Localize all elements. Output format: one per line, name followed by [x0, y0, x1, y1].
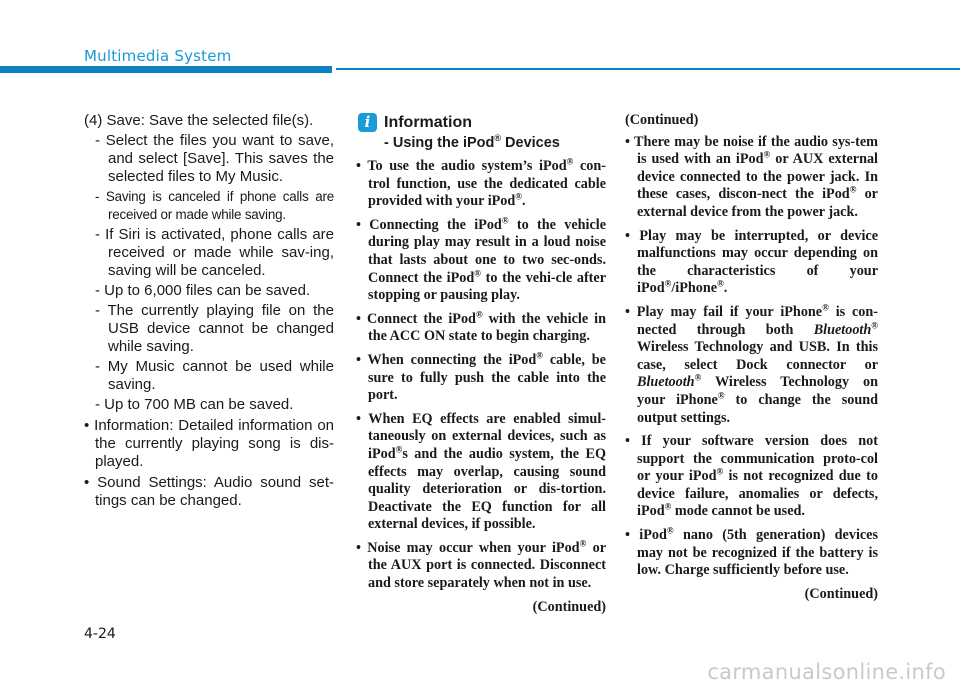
save-item-select: - Select the files you want to save, and select [Save]. This saves the selected files to My Music.	[95, 132, 334, 185]
info-subtitle: - Using the iPod® Devices	[384, 133, 560, 151]
continued-bottom-label: (Continued)	[804, 585, 878, 602]
bullet-sound-settings: • Sound Settings: Audio sound set-tings can be changed.	[84, 474, 334, 509]
save-item-limit-size: - Up to 700 MB can be saved.	[95, 396, 294, 413]
save-item-phone-calls: - Saving is canceled if phone calls are received or made while saving.	[95, 189, 334, 222]
save-item-usb: - The currently playing file on the USB device cannot be changed while saving.	[95, 302, 334, 355]
note-power-jack: • There may be noise if the audio sys-tem is used with an iPod® or AUX external device connected to the power jack. In these cases, discon-nect the iPod® or external device from the power jack.	[625, 133, 878, 220]
page-number: 4-24	[84, 626, 116, 642]
note-aux-noise: • Noise may occur when your iPod® or the AUX port is connected. Disconnect and store separately when not in use.	[356, 538, 606, 592]
header-rule-thin	[336, 68, 960, 70]
watermark: carmanualsonline.info	[707, 660, 946, 684]
save-item-my-music: - My Music cannot be used while saving.	[95, 358, 334, 393]
note-dedicated-cable: • To use the audio system’s iPod® con-trol function, use the dedicated cable provided with your iPod®.	[356, 156, 606, 210]
column-right	[625, 112, 878, 603]
save-heading: (4) Save: Save the selected file(s).	[84, 112, 314, 129]
column-middle	[356, 112, 606, 616]
info-icon: i	[358, 113, 377, 132]
info-header	[356, 112, 606, 152]
note-loud-noise: • Connecting the iPod® to the vehicle during play may result in a loud noise that lasts about one to two sec-onds. Connect the iPod® to the vehi-cle after stopping or pausing play.	[356, 215, 606, 304]
note-push-cable: • When connecting the iPod® cable, be sure to fully push the cable into the port.	[356, 350, 606, 404]
note-play-interrupted: • Play may be interrupted, or device malfunctions may occur depending on the characteristics of your iPod®/iPhone®.	[625, 227, 878, 297]
note-software-version: • If your software version does not support the communication proto-col or your iPod® is not recognized due to device failure, anomalies or defects, iPod® mode cannot be used.	[625, 433, 878, 520]
save-item-limit-files: - Up to 6,000 files can be saved.	[95, 282, 311, 299]
continued-label: (Continued)	[532, 598, 606, 615]
note-nano-battery: • iPod® nano (5th generation) devices may not be recognized if the battery is low. Charge sufficiently before use.	[625, 525, 878, 579]
save-item-siri: - If Siri is activated, phone calls are received or made while sav-ing, saving will be canceled.	[95, 226, 334, 279]
note-charging: • Connect the iPod® with the vehicle in the ACC ON state to begin charging.	[356, 309, 606, 345]
column-left	[84, 112, 334, 512]
info-title: Information	[384, 114, 472, 131]
header-rule-thick	[0, 66, 332, 73]
continued-top-label: (Continued)	[625, 112, 699, 128]
note-bluetooth-usb: • Play may fail if your iPhone® is con-nected through both Bluetooth® Wireless Technology and USB. In this case, select Dock connector or Bluetooth® Wireless Technology on your iPhone® to change the sound output settings.	[625, 302, 878, 426]
bullet-information: • Information: Detailed information on the currently playing song is dis-played.	[84, 417, 334, 470]
section-title: Multimedia System	[84, 47, 232, 65]
note-eq-effects: • When EQ effects are enabled simul-taneously on external devices, such as iPod®s and the audio system, the EQ effects may overlap, causing sound quality deterioration or dis-tortion. Deactivate the EQ function for all external devices, if possible.	[356, 410, 606, 533]
